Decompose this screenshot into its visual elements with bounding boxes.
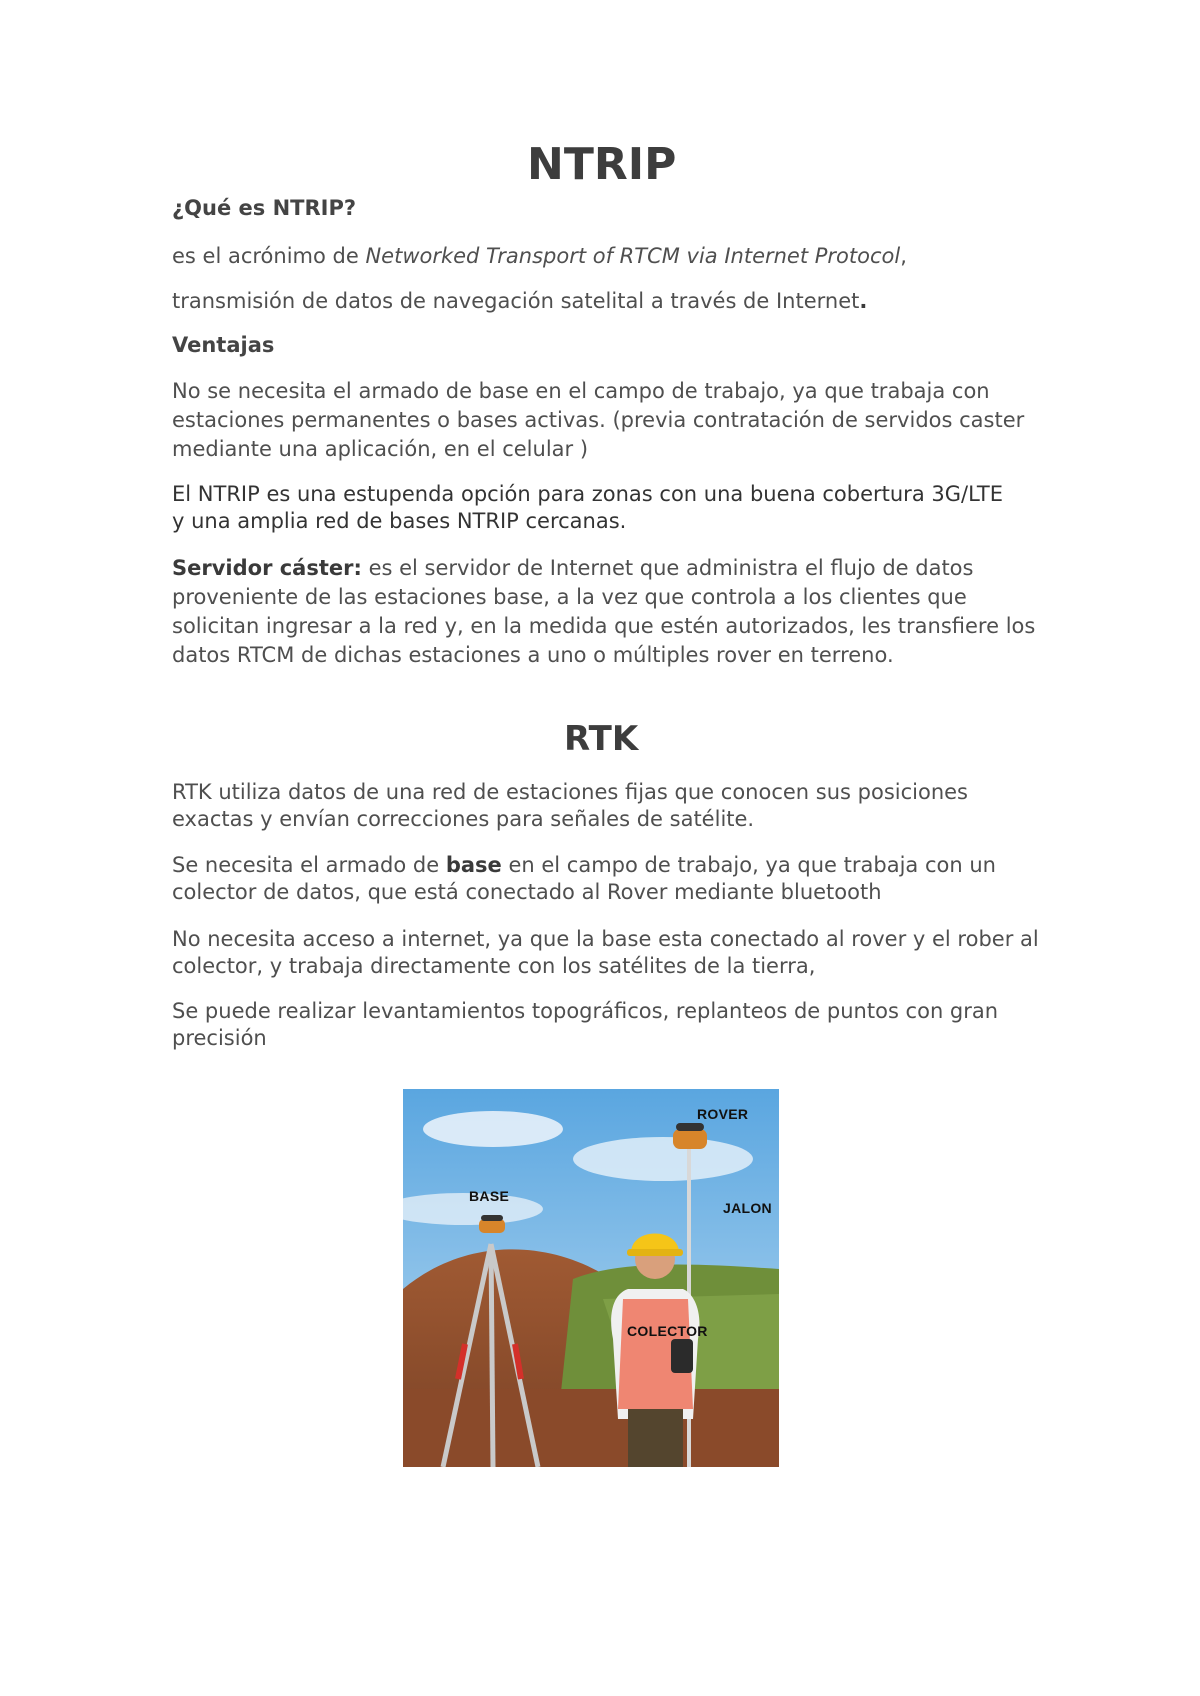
hard-hat-brim [627, 1249, 683, 1256]
paragraph-ventajas: No se necesita el armado de base en el campo de trabajo, ya que trabaja con estaciones permanentes o bases activas. (previa contratación de servidos caster mediante una aplicación, en el celular ) [172, 379, 1025, 461]
surveyor-legs [628, 1409, 683, 1467]
label-base: BASE [469, 1188, 510, 1204]
definition-period: . [859, 289, 868, 313]
definition-text: transmisión de datos de navegación satelital a través de Internet [172, 289, 860, 313]
rtk-base-term: base [445, 853, 502, 877]
caster-definition: es el servidor de Internet que administra el flujo de datos proveniente de las estaciones base, a la vez que controla a los clientes que solicitan ingresar a la red y, en la medida que estén autorizados, les transfiere los datos RTCM de dichas estaciones a uno o múltiples rover en terreno. [172, 556, 1036, 667]
cloud [573, 1137, 753, 1181]
rover-receiver [673, 1129, 707, 1149]
caster-term: Servidor cáster: [172, 556, 362, 580]
cloud [423, 1111, 563, 1147]
paragraph-rtk-intro: RTK utiliza datos de una red de estaciones fijas que conocen sus posiciones exactas y envían correcciones para señales de satélite. [172, 780, 969, 831]
paragraph-acronym [172, 242, 1052, 271]
rtk-base-post: en el campo de trabajo, ya que trabaja con un colector de datos, que está conectado al Rover mediante bluetooth [172, 853, 996, 904]
acronym-comma: , [900, 244, 907, 268]
paragraph-rtk-internet: No necesita acceso a internet, ya que la base esta conectado al rover y el rober al colector, y trabaja directamente con los satélites de la tierra, [172, 927, 1039, 978]
rover-receiver-cap [676, 1123, 704, 1131]
label-colector: COLECTOR [627, 1323, 708, 1339]
acronym-expansion: Networked Transport of RTCM via Internet Protocol [365, 244, 901, 268]
paragraph-rtk-precision: Se puede realizar levantamientos topográficos, replanteos de puntos con gran precisión [172, 999, 999, 1050]
heading-ventajas: Ventajas [172, 333, 275, 357]
label-jalon: JALON [723, 1200, 772, 1216]
label-rover: ROVER [697, 1106, 749, 1122]
base-receiver [479, 1219, 505, 1233]
heading-que-es-ntrip: ¿Qué es NTRIP? [172, 196, 357, 220]
collector-device [671, 1339, 693, 1373]
acronym-intro: es el acrónimo de [172, 244, 366, 268]
title-rtk: RTK [564, 719, 639, 759]
paragraph-rtk-base [172, 852, 1052, 906]
rtk-equipment-photo [403, 1089, 779, 1467]
paragraph-definition [172, 287, 1052, 316]
paragraph-ntrip-option: El NTRIP es una estupenda opción para zonas con una buena cobertura 3G/LTE y una amplia red de bases NTRIP cercanas. [172, 482, 1003, 533]
rtk-base-pre: Se necesita el armado de [172, 853, 446, 877]
title-ntrip: NTRIP [527, 139, 677, 190]
base-receiver-cap [481, 1215, 503, 1221]
paragraph-servidor-caster [172, 554, 1052, 670]
